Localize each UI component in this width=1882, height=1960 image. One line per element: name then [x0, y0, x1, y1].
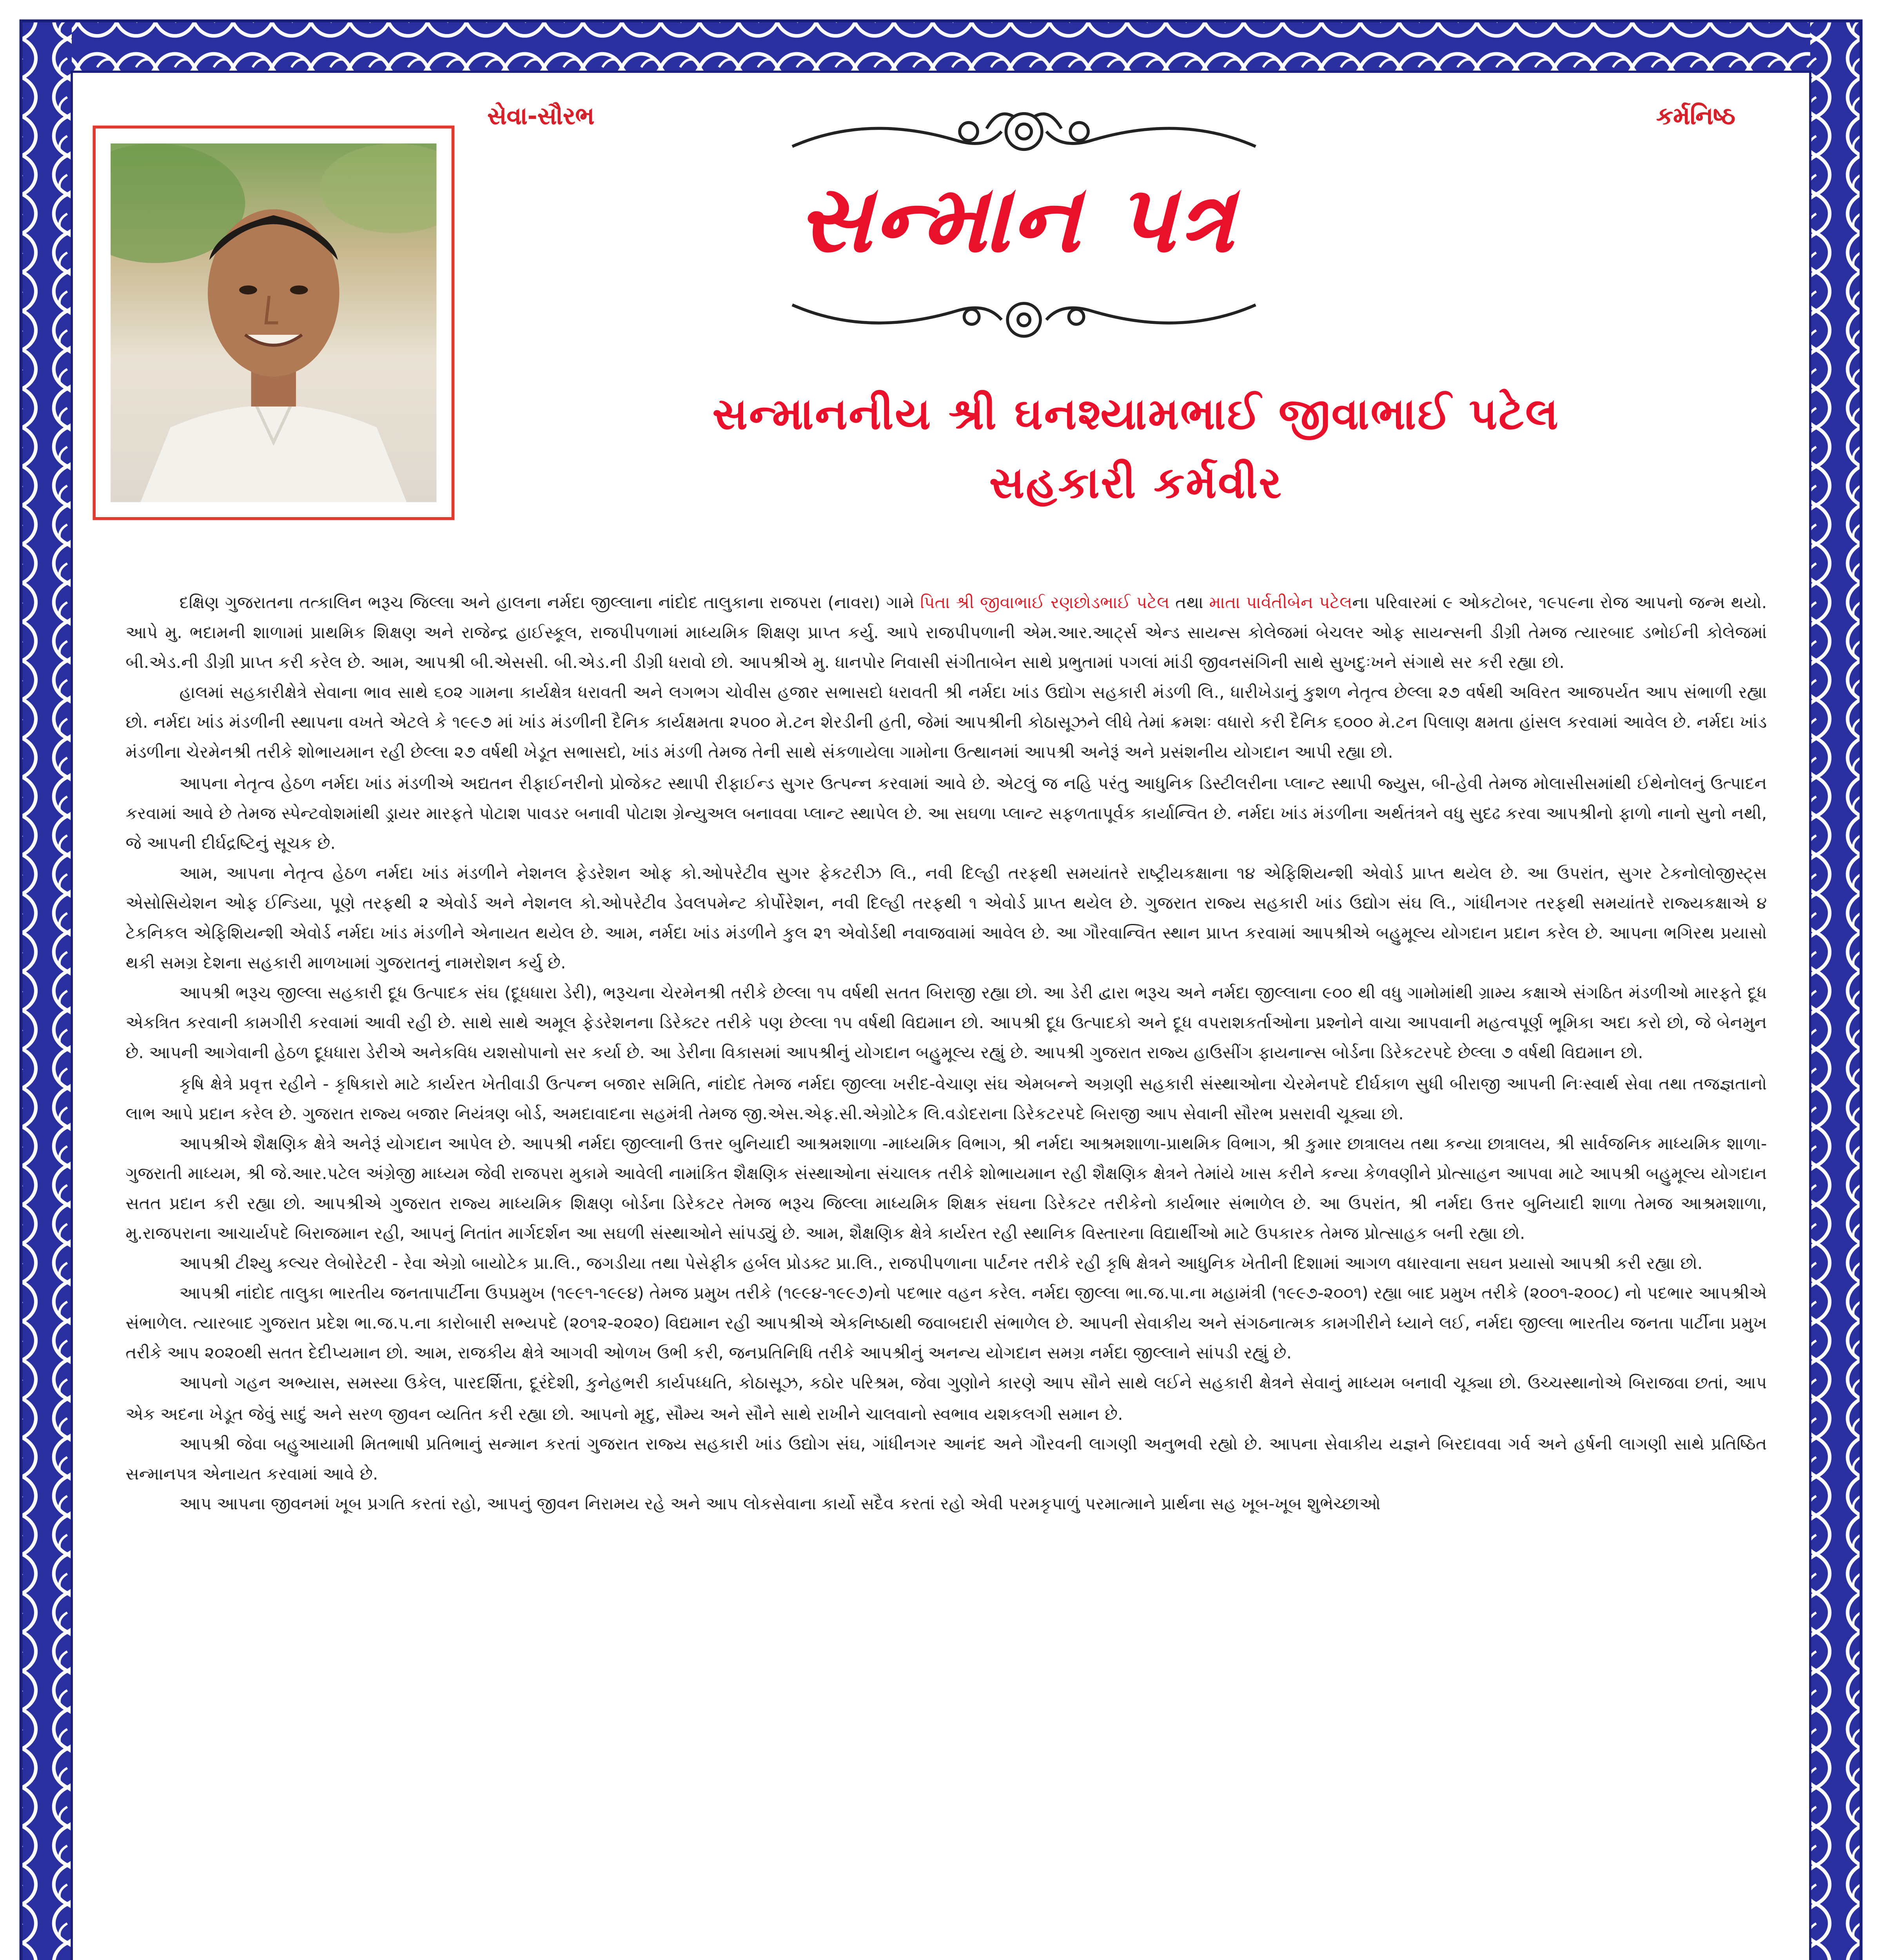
body-paragraph: આમ, આપના નેતૃત્વ હેઠળ નર્મદા ખાંડ મંડળીને નેશનલ ફેડરેશન ઓફ કો.ઓપરેટીવ સુગર ફેકટરીઝ લિ., નવી દિલ્હી તરફથી સમયાંતરે રાષ્ટ્રીયકક્ષાના ૧૪ એફિશિયન્શી એવોર્ડ પ્રાપ્ત થયેલ છે. આ ઉપરાંત, સુગર ટેકનોલોજીસ્ટ્સ એસોસિયેશન ઓફ ઈન્ડિયા, પૂણે તરફથી ૨ એવોર્ડ અને નેશનલ કો.ઓપરેટીવ ડેવલપમેન્ટ કોર્પોરેશન, નવી દિલ્હી તરફથી ૧ એવોર્ડ પ્રાપ્ત થયેલ છે. ગુજરાત રાજ્ય સહકારી ખાંડ ઉદ્યોગ સંઘ લિ., ગાંધીનગર તરફથી સમયાંતરે રાજ્યકક્ષાએ ૪ ટેકનિકલ એફિશિયન્શી એવોર્ડ નર્મદા ખાંડ મંડળીને એનાયત થયેલ છે. આમ, નર્મદા ખાંડ મંડળીને કુલ ૨૧ એવોર્ડથી નવાજવામાં આવેલ છે. આ ગૌરવાન્વિત સ્થાન પ્રાપ્ત કરવામાં આપશ્રીએ બહુમૂલ્ય યોગદાન પ્રદાન કરેલ છે. આપના ભગિરથ પ્રયાસો થકી સમગ્ર દેશના સહકારી માળખામાં ગુજરાતનું નામરોશન કર્યુ છે.	[125, 864, 1767, 973]
tag-karmanishth: કર્મનિષ્ઠ	[1656, 102, 1735, 130]
certificate-body	[125, 589, 1767, 1520]
border-left	[21, 21, 72, 1960]
body-paragraph: હાલમાં સહકારીક્ષેત્રે સેવાના ભાવ સાથે ૬૦૨ ગામના કાર્યક્ષેત્ર ધરાવતી અને લગભગ ચોવીસ હજાર સભાસદો ધરાવતી શ્રી નર્મદા ખાંડ ઉદ્યોગ સહકારી મંડળી લિ., ધારીખેડાનું કુશળ નેતૃત્વ છેલ્લા ૨૭ વર્ષથી અવિરત આજપર્યત આપ સંભાળી રહ્યા છો. નર્મદા ખાંડ મંડળીની સ્થાપના વખતે એટલે કે ૧૯૯૭ માં ખાંડ મંડળીની દૈનિક કાર્યક્ષમતા ૨૫૦૦ મે.ટન શેરડીની હતી, જેમાં આપશ્રીની કોઠાસૂઝને લીધે તેમાં ક્રમશઃ વધારો કરી દૈનિક ૬૦૦૦ મે.ટન પિલાણ ક્ષમતા હાંસલ કરવામાં આવેલ છે. નર્મદા ખાંડ મંડળીના ચેરમેનશ્રી તરીકે શોભાયમાન રહી છેલ્લા ૨૭ વર્ષથી ખેડૂત સભાસદો, ખાંડ મંડળી તેમજ તેની સાથે સંકળાયેલા ગામોના ઉત્થાનમાં આપશ્રી અનેરૂં અને પ્રસંશનીય યોગદાન આપી રહ્યા છો.	[125, 683, 1767, 763]
body-text-segment: દક્ષિણ ગુજરાતના તત્કાલિન ભરૂચ જિલ્લા અને હાલના નર્મદા જીલ્લાના નાંદોદ તાલુકાના રાજપરા (નાવરા) ગામે	[179, 593, 920, 613]
body-text-segment: ના પરિવારમાં ૯ ઓકટોબર, ૧૯૫૯ના રોજ આપનો જન્મ થયો. આપે મુ. ભદામની શાળામાં પ્રાથમિક શિક્ષણ અને રાજેન્દ્ર હાઈસ્કૂલ, રાજપીપળામાં માધ્યમિક શિક્ષણ પ્રાપ્ત કર્યુ. આપે રાજપીપળાની એમ.આર.આર્ટ્સ એન્ડ સાયન્સ કોલેજમાં બેચલર ઓફ સાયન્સની ડીગ્રી તેમજ ત્યારબાદ ડભોઈની કોલેજમાં બી.એડ.ની ડીગ્રી પ્રાપ્ત કરી કરેલ છે. આમ, આપશ્રી બી.એસસી. બી.એડ.ની ડીગ્રી ધરાવો છો. આપશ્રીએ મુ. ધાનપોર નિવાસી સંગીતાબેન સાથે પ્રભુતામાં પગલાં માંડી જીવનસંગિની સાથે સુખદુઃખને સંગાથે સર કરી રહ્યા છો.	[125, 593, 1767, 673]
body-paragraph: આપશ્રી ટીશ્યુ કલ્ચર લેબોરેટરી - રેવા એગ્રો બાયોટેક પ્રા.લિ., જગડીયા તથા પેસેફીક હર્બલ પ્રોડક્ટ પ્રા.લિ., રાજપીપળાના પાર્ટનર તરીકે રહી કૃષિ ક્ષેત્રને આધુનિક ખેતીની દિશામાં આગળ વધારવાના સઘન પ્રયાસો આપશ્રી કરી રહ્યા છો.	[179, 1254, 1703, 1274]
body-text-segment: તથા	[1169, 593, 1209, 613]
body-paragraph: આપશ્રી ભરૂચ જીલ્લા સહકારી દૂધ ઉત્પાદક સંઘ (દૂધધારા ડેરી), ભરૂચના ચેરમેનશ્રી તરીકે છેલ્લા ૧૫ વર્ષથી સતત બિરાજી રહ્યા છો. આ ડેરી દ્વારા ભરૂચ અને નર્મદા જીલ્લાના ૯૦૦ થી વધુ ગામોમાંથી ગ્રામ્ય કક્ષાએ સંગઠિત મંડળીઓ મારફતે દૂધ એકત્રિત કરવાની કામગીરી કરવામાં આવી રહી છે. સાથે સાથે અમૂલ ફેડરેશનના ડિરેક્ટર તરીકે પણ છેલ્લા ૧૫ વર્ષથી વિદ્યમાન છો. આપશ્રી દૂધ ઉત્પાદકો અને દૂધ વપરાશકર્તાઓના પ્રશ્નોને વાચા આપવાની મહત્વપૂર્ણ ભૂમિકા અદા કરો છો, જે બેનમુન છે. આપની આગેવાની હેઠળ દૂધધારા ડેરીએ અનેકવિધ યશસોપાનો સર કર્યા છે. આ ડેરીના વિકાસમાં આપશ્રીનું યોગદાન બહુમૂલ્ય રહ્યું છે. આપશ્રી ગુજરાત રાજ્ય હાઉસીંગ ફાયનાન્સ બોર્ડના ડિરેકટરપદે છેલ્લા ૭ વર્ષથી વિદ્યમાન છો.	[125, 984, 1767, 1063]
honoree-title: સહકારી કર્મવીર	[989, 457, 1283, 508]
body-paragraph: આપશ્રી નાંદોદ તાલુકા ભારતીય જનતાપાર્ટીના ઉપપ્રમુખ (૧૯૯૧-૧૯૯૪) તેમજ પ્રમુખ તરીકે (૧૯૯૪-૧૯૯૭)નો પદભાર વહન કરેલ. નર્મદા જીલ્લા ભા.જ.પા.ના મહામંત્રી (૧૯૯૭-૨૦૦૧) રહ્યા બાદ પ્રમુખ તરીકે (૨૦૦૧-૨૦૦૮) નો પદભાર આપશ્રીએ સંભાળેલ. ત્યારબાદ ગુજરાત પ્રદેશ ભા.જ.પ.ના કારોબારી સભ્યપદે (૨૦૧૨-૨૦૨૦) વિદ્યમાન રહી આપશ્રીએ એકનિષ્ઠાથી જવાબદારી સંભાળેલ છે. આપની સેવાકીય અને સંગઠનાત્મક કામગીરીને ધ્યાને લઈ, નર્મદા જીલ્લા ભારતીય જનતા પાર્ટીના પ્રમુખ તરીકે આપ ૨૦૨૦થી સતત દેદીપ્યમાન છો. આમ, રાજકીય ક્ષેત્રે આગવી ઓળખ ઉભી કરી, જનપ્રતિનિધિ તરીકે આપશ્રીનું અનન્ય યોગદાન સમગ્ર નર્મદા જીલ્લાને સાંપડી રહ્યું છે.	[125, 1284, 1767, 1364]
body-paragraph: આપના નેતૃત્વ હેઠળ નર્મદા ખાંડ મંડળીએ અદ્યતન રીફાઈનરીનો પ્રોજેકટ સ્થાપી રીફાઈન્ડ સુગર ઉત્પન્ન કરવામાં આવે છે. એટલું જ નહિ પરંતુ આધુનિક ડિસ્ટીલરીના પ્લાન્ટ સ્થાપી જ્યુસ, બી-હેવી તેમજ મોલાસીસમાંથી ઈથેનોલનું ઉત્પાદન કરવામાં આવે છે તેમજ સ્પેન્ટવોશમાંથી ડ્રાયર મારફતે પોટાશ પાવડર બનાવી પોટાશ ગ્રેન્યુઅલ બનાવવા પ્લાન્ટ સ્થાપેલ છે. આ સઘળા પ્લાન્ટ સફળતાપૂર્વક કાર્યાન્વિત છે. નર્મદા ખાંડ મંડળીના અર્થતંત્રને વધુ સુદઢ કરવા આપશ્રીનો ફાળો નાનો સુનો નથી, જે આપની દીર્ઘદ્રષ્ટિનું સૂચક છે.	[125, 773, 1767, 853]
title-bottom-ornament	[777, 290, 1270, 353]
body-paragraph: આપશ્રીએ શૈક્ષણિક ક્ષેત્રે અનેરૂં યોગદાન આપેલ છે. આપશ્રી નર્મદા જીલ્લાની ઉત્તર બુનિયાદી આશ્રમશાળા -માધ્યમિક વિભાગ, શ્રી નર્મદા આશ્રમશાળા-પ્રાથમિક વિભાગ, શ્રી કુમાર છાત્રાલય તથા કન્યા છાત્રાલય, શ્રી સાર્વજનિક માધ્યમિક શાળા-ગુજરાતી માધ્યમ, શ્રી જે.આર.પટેલ અંગ્રેજી માધ્યમ જેવી રાજપરા મુકામે આવેલી નામાંકિત શૈક્ષણિક સંસ્થાઓના સંચાલક તરીકે શોભાયમાન રહી શૈક્ષણિક ક્ષેત્રને તેમાંયે ખાસ કરીને કન્યા કેળવણીને પ્રોત્સાહન આપવા માટે આપશ્રી બહુમૂલ્ય યોગદાન સતત પ્રદાન કરી રહ્યા છો. આપશ્રીએ ગુજરાત રાજ્ય માધ્યમિક શિક્ષણ બોર્ડના ડિરેકટર તેમજ ભરૂચ જિલ્લા માધ્યમિક શિક્ષક સંઘના ડિરેકટર તરીકેનો કાર્યભાર સંભાળેલ છે. આ ઉપરાંત, શ્રી નર્મદા ઉત્તર બુનિયાદી શાળા તેમજ આશ્રમશાળા, મુ.રાજપરાના આચાર્યપદે બિરાજમાન રહી, આપનું નિતાંત માર્ગદર્શન આ સઘળી સંસ્થાઓને સાંપડ્યું છે. આમ, શૈક્ષણિક ક્ષેત્રે કાર્યરત રહી સ્થાનિક વિસ્તારના વિદ્યાર્થીઓ માટે ઉપકારક તેમજ પ્રોત્સાહક બની રહ્યા છો.	[125, 1134, 1767, 1243]
mother-name: માતા પાર્વતીબેન પટેલ	[1209, 593, 1352, 613]
honoree-name: સન્માનનીય શ્રી ઘનશ્યામભાઈ જીવાભાઈ પટેલ	[712, 388, 1560, 439]
body-paragraph: આપશ્રી જેવા બહુઆયામી મિતભાષી પ્રતિભાનું સન્માન કરતાં ગુજરાત રાજ્ય સહકારી ખાંડ ઉદ્યોગ સંઘ, ગાંધીનગર આનંદ અને ગૌરવની લાગણી અનુભવી રહ્યો છે. આપના સેવાકીય યજ્ઞને બિરદાવવા ગર્વ અને હર્ષની લાગણી સાથે પ્રતિષ્ઠિત સન્માનપત્ર એનાયત કરવામાં આવે છે.	[125, 1434, 1767, 1484]
body-paragraph: કૃષિ ક્ષેત્રે પ્રવૃત્ત રહીને - કૃષિકારો માટે કાર્યરત ખેતીવાડી ઉત્પન્ન બજાર સમિતિ, નાંદોદ તેમજ નર્મદા જીલ્લા ખરીદ-વેચાણ સંઘ એમબન્ને અગ્રણી સહકારી સંસ્થાઓના ચેરમેનપદે દીર્ઘકાળ સુધી બીરાજી આપની નિઃસ્વાર્થ સેવા તથા તજજ્ઞતાનો લાભ આપે પ્રદાન કરેલ છે. ગુજરાત રાજ્ય બજાર નિયંત્રણ બોર્ડ, અમદાવાદના સહમંત્રી તેમજ જી.એસ.એફ.સી.એગ્રોટેક લિ.વડોદરાના ડિરેકટરપદે બિરાજી આપ સેવાની સૌરભ પ્રસરાવી ચૂક્યા છો.	[125, 1074, 1767, 1123]
body-paragraph	[125, 589, 1767, 679]
title-top-ornament	[777, 99, 1270, 162]
body-paragraph: આપનો ગહન અભ્યાસ, સમસ્યા ઉકેલ, પારદર્શિતા, દૂરંદેશી, કુનેહભરી કાર્યપધ્ધતિ, કોઠાસૂઝ, કઠોર પરિશ્રમ, જેવા ગુણોને કારણે આપ સૌને સાથે લઈને સહકારી ક્ષેત્રને સેવાનું માધ્યમ બનાવી ચૂક્યા છો. ઉચ્ચસ્થાનોએ બિરાજવા છતાં, આપ એક અદના ખેડૂત જેવું સાદું અને સરળ જીવન વ્યતિત કરી રહ્યા છો. આપનો મૃદુ, સૌમ્ય અને સૌને સાથે રાખીને ચાલવાનો સ્વભાવ યશકલગી સમાન છે.	[125, 1374, 1767, 1424]
tag-seva-saurabh: સેવા-સૌરભ	[487, 102, 595, 130]
father-name: પિતા શ્રી જીવાભાઈ રણછોડભાઈ પટેલ	[920, 593, 1170, 613]
border-right	[1810, 21, 1861, 1960]
portrait-photo-frame	[93, 125, 454, 520]
portrait-photo	[111, 143, 436, 502]
body-paragraph: આપ આપના જીવનમાં ખૂબ પ્રગતિ કરતાં રહો, આપનું જીવન નિરામય રહે અને આપ લોકસેવાના કાર્યો સદૈવ કરતાં રહો એવી પરમકૃપાળું પરમાત્માને પ્રાર્થના સહ ખૂબ-ખૂબ શુભેચ્છાઓ	[179, 1494, 1381, 1514]
border-top	[21, 21, 1861, 72]
certificate-title: સન્માન પત્ર	[797, 164, 1236, 274]
